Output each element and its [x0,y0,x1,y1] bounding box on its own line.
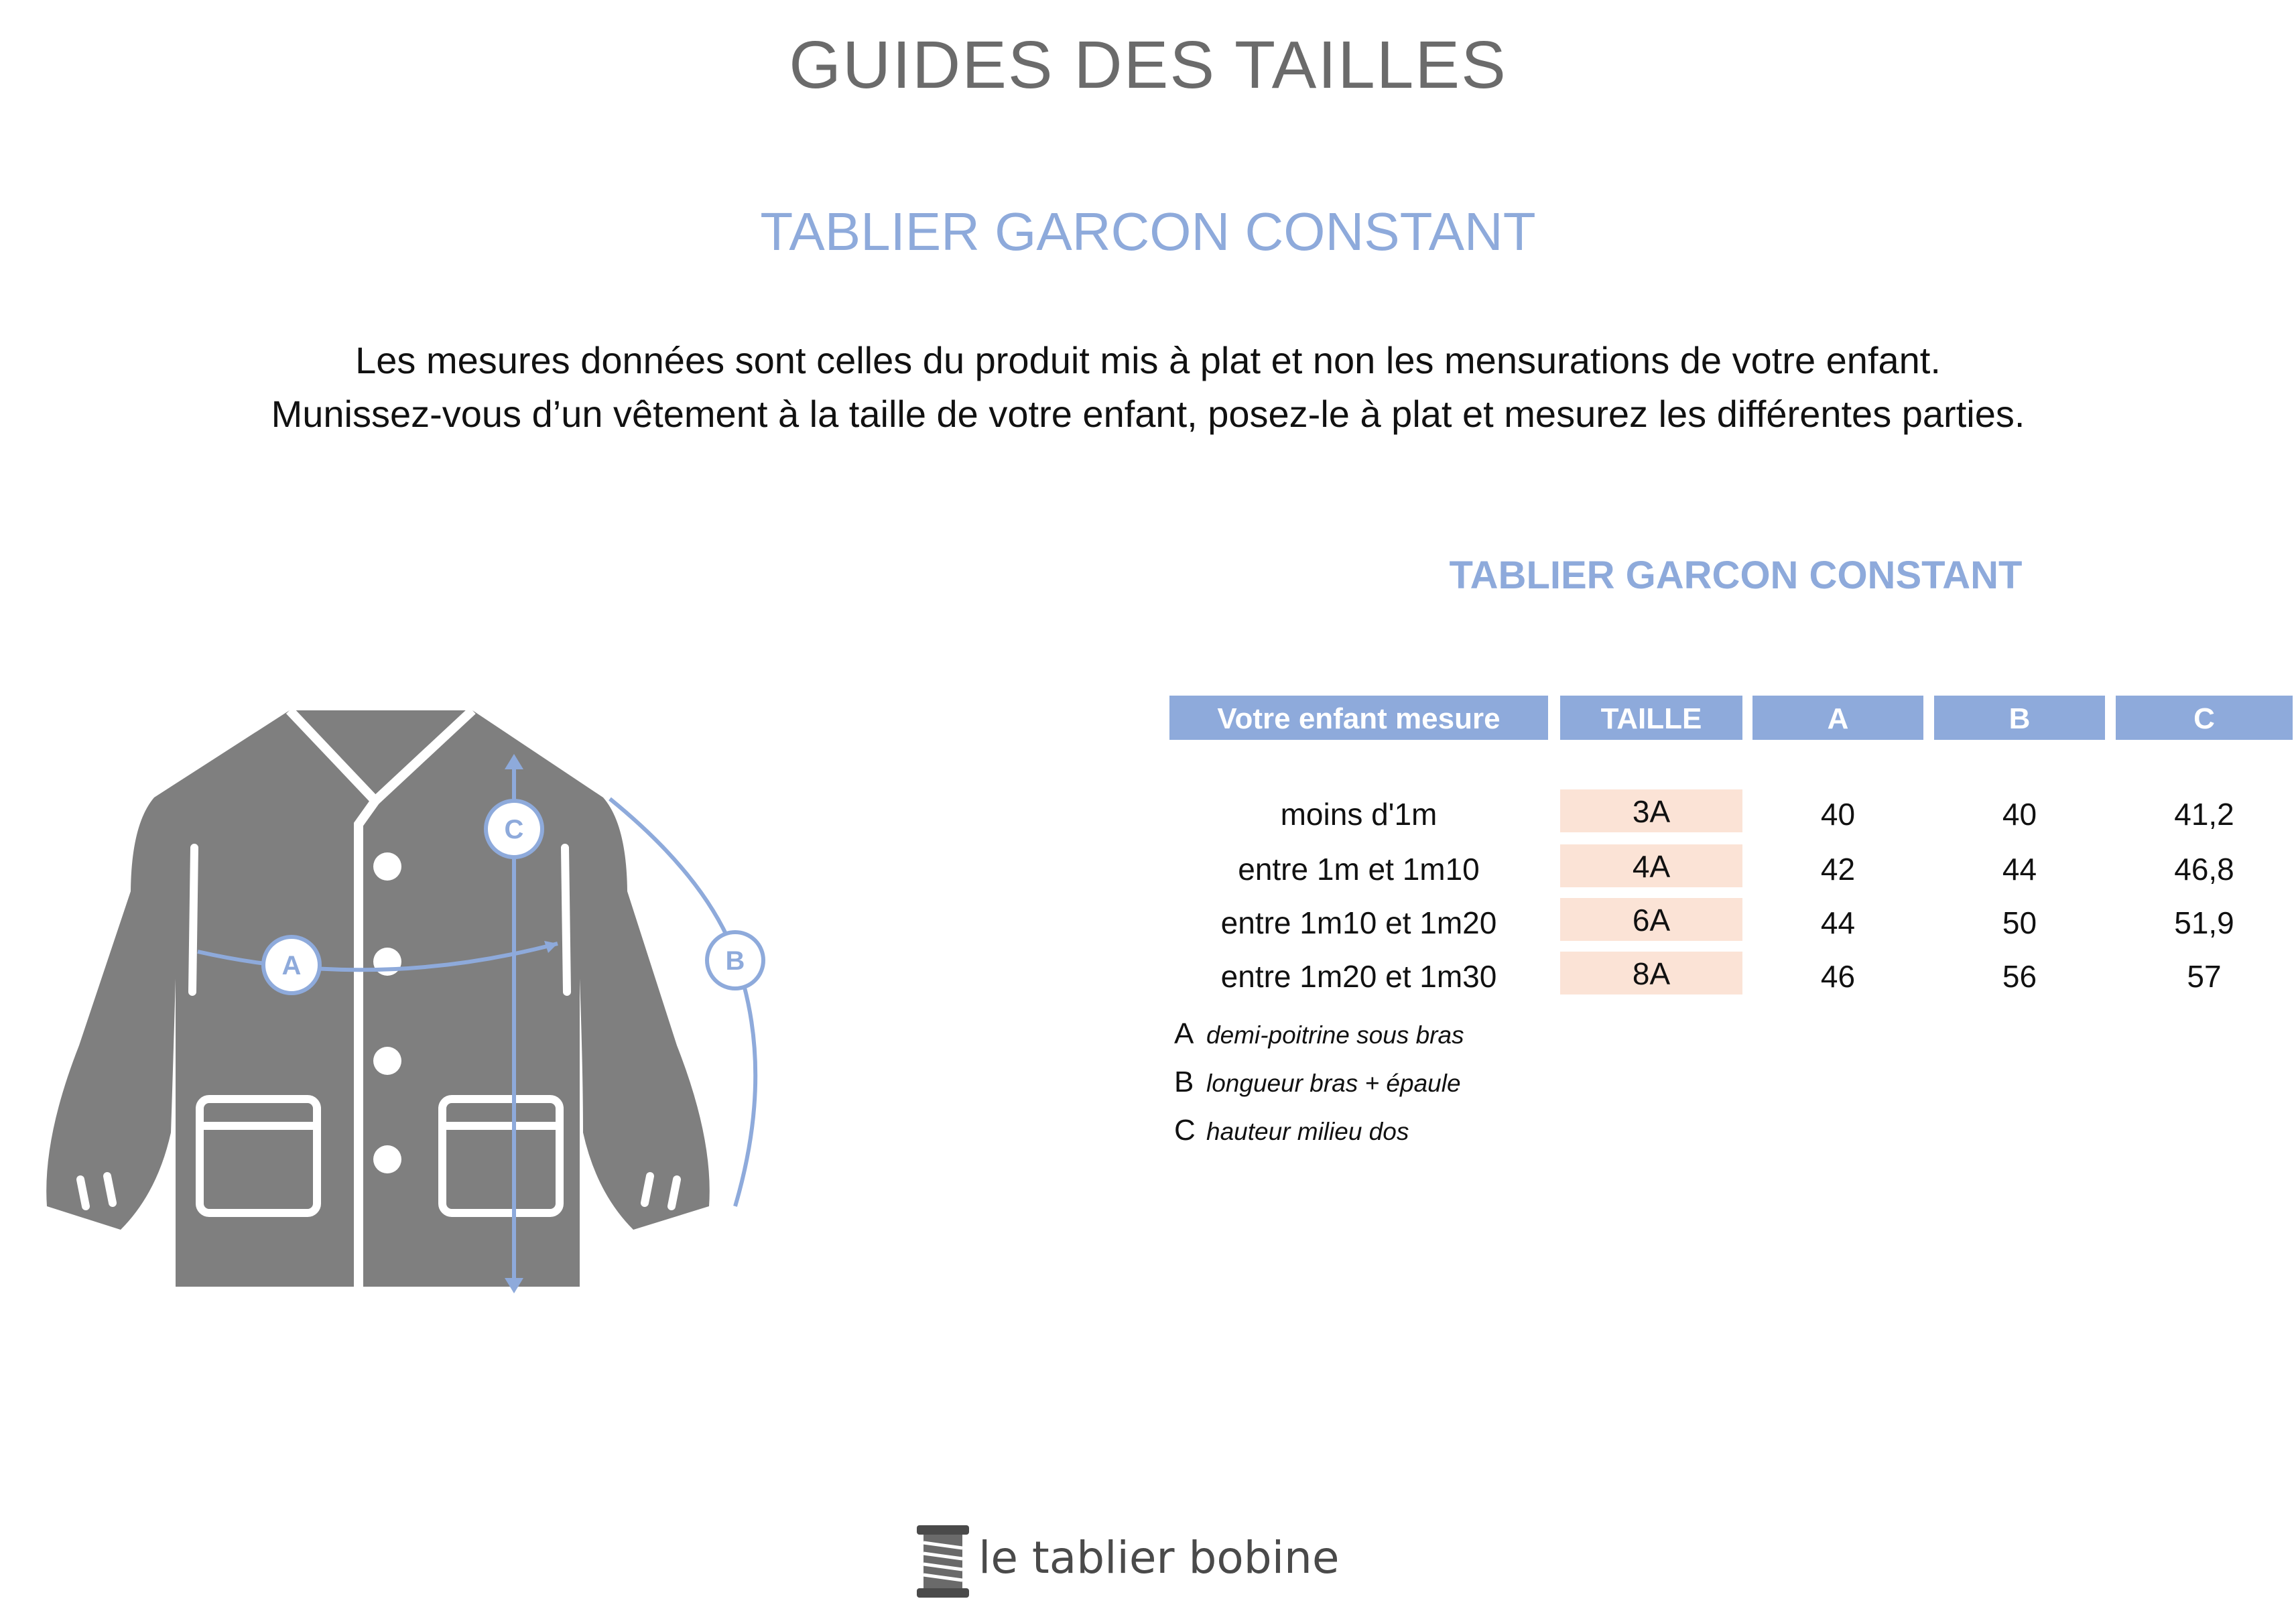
cell-size: 8A [1560,952,1742,994]
column-header-a: A [1752,696,1923,740]
cell-b: 44 [2002,852,2037,887]
intro-text-line-1: Les mesures données sont celles du produit mis à plat et non les mensurations de votre enfant. [355,339,1941,381]
cell-child-height: moins d'1m [1280,797,1438,832]
svg-text:C: C [504,815,524,844]
cell-child-height: entre 1m et 1m10 [1238,852,1480,887]
marker-c [486,801,542,857]
cell-b: 56 [2002,959,2037,994]
left-sleeve-seam [192,848,194,992]
svg-text:A: A [281,951,302,980]
cell-c: 46,8 [2174,852,2234,887]
legend-key: C [1174,1114,1196,1147]
cell-c: 51,9 [2174,905,2234,940]
cell-b: 40 [2002,797,2037,832]
cell-b: 50 [2002,905,2037,940]
apron-measurement-diagram [0,670,871,1327]
brand-logo [911,1521,1340,1602]
table-title: TABLIER GARCON CONSTANT [1449,554,2023,597]
logo-text: le tablier bobine [978,1532,1340,1584]
cell-c: 57 [2187,959,2222,994]
product-title: TABLIER GARCON CONSTANT [760,202,1536,261]
cell-a: 40 [1820,797,1856,832]
cell-a: 46 [1820,959,1856,994]
cell-size: 6A [1560,898,1742,941]
cell-a: 44 [1820,905,1856,940]
legend-key: A [1174,1017,1194,1050]
legend-label: hauteur milieu dos [1206,1118,1409,1145]
column-header-c: C [2116,696,2293,740]
cell-a: 42 [1820,852,1856,887]
page-title: GUIDES DES TAILLES [789,27,1507,103]
button [373,1047,401,1075]
cell-c: 41,2 [2174,797,2234,832]
legend-label: longueur bras + épaule [1206,1070,1461,1097]
button [373,852,401,881]
legend-item-a [1174,1017,1464,1051]
column-header-size: TAILLE [1560,696,1742,740]
svg-text:B: B [725,946,745,976]
cell-child-height: entre 1m10 et 1m20 [1220,905,1497,940]
right-sleeve-seam [565,848,567,992]
column-header-child-height: Votre enfant mesure [1169,696,1548,740]
cell-size: 3A [1560,789,1742,832]
column-header-b: B [1934,696,2105,740]
legend-item-c [1174,1114,1409,1147]
marker-b [707,932,763,988]
intro-text-line-2: Munissez-vous d’un vêtement à la taille de votre enfant, posez-le à plat et mesurez les différentes parties. [271,393,2025,435]
legend-label: demi-poitrine sous bras [1206,1021,1464,1049]
button [373,1145,401,1173]
cell-size: 4A [1560,844,1742,887]
thread-spool-icon [911,1521,975,1602]
marker-a [263,937,320,993]
legend-item-b [1174,1066,1461,1099]
legend-key: B [1174,1066,1194,1098]
cell-child-height: entre 1m20 et 1m30 [1220,959,1497,994]
